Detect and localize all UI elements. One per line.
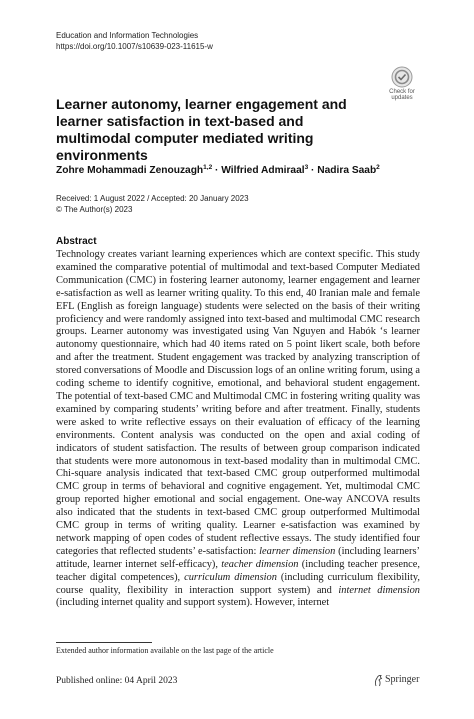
published-date: Published online: 04 April 2023	[56, 676, 178, 686]
author-affiliation-marker[interactable]: 3	[304, 164, 309, 171]
journal-name: Education and Information Technologies	[56, 31, 199, 40]
abstract-italic-term: internet dimension	[338, 584, 420, 596]
abstract-body	[56, 249, 420, 610]
journal-header	[56, 30, 213, 52]
springer-horse-icon	[373, 674, 383, 687]
check-updates-line1: Check for	[389, 89, 415, 95]
received-accepted-dates: Received: 1 August 2022 / Accepted: 20 January 2023	[56, 194, 249, 203]
footnote-divider	[56, 642, 152, 643]
doi-link[interactable]: https://doi.org/10.1007/s10639-023-11615-w	[56, 42, 213, 51]
publisher-name: Springer	[385, 674, 420, 685]
author-list	[56, 164, 436, 177]
author-separator: ·	[308, 165, 318, 176]
check-for-updates-icon	[391, 66, 413, 88]
check-updates-line2: updates	[391, 95, 413, 101]
abstract-text: (including internet quality and support system). However, internet	[56, 597, 330, 609]
abstract-text: (including learners’ attitude, learner internet self-efficacy),	[56, 545, 420, 570]
abstract-heading: Abstract	[56, 236, 97, 247]
abstract-text: (including teacher presence, teacher digital competences),	[56, 558, 420, 583]
author-affiliation-marker[interactable]: 1,2	[203, 164, 213, 171]
abstract-text: Technology creates variant learning experiences which are context specific. This study examined the comparative potential of multimodal and text-based Computer Mediated Communication (CMC) in fostering learner autonomy, learner engagement and learner e-satisfaction as well as learner writing quality. To this end, 40 Iranian male and female EFL (English as foreign language) students were selected on the basis of their writing proficiency and were randomly assigned into text-based and multimodal CMC research groups. Learner autonomy was investigated using Van Nguyen and Habók ‘s learner autonomy questionnaire, which had 40 items rated on 5 point likert scale, both before and after the treatment. Student engagement was tracked by analyzing transcription of stored conversations of Moodle and Discussion logs of an online writing forum, using a coding scheme to identify cognitive, emotional, and behavioral student engagement. The potential of text-based CMC and Multimodal CMC in fostering writing quality was examined by comparing students’ writing before and after treatment. Finally, students were asked to write reflective essays on their evaluation of efficacy of the learning environments. Content analysis was conducted on the open and axial coding of indicators of student satisfaction. The results of between group comparison indicated that students were more autonomous in text-based modality than in multimodal CMC. Chi-square analysis indicated that text-based CMC group outperformed multimodal CMC group in terms of behavioral and cognitive engagement. Yet, multimodal CMC group reported higher emotional and social engagement. One-way ANCOVA results also indicated that the students in text-based CMC group outperformed Multimodal CMC group in terms of writing quality. Learner e-satisfaction was examined by network mapping of open codes of student reflective essays. The study identified four categories that reflected students’ e-satisfaction:	[56, 249, 420, 557]
author-name: Zohre Mohammadi Zenouzagh	[56, 165, 204, 176]
abstract-text: (including curriculum flexibility, course quality, flexibility in interaction support system) and	[56, 571, 420, 596]
author-info-footnote: Extended author information available on the last page of the article	[56, 646, 274, 655]
abstract-italic-term: learner dimension	[259, 545, 336, 557]
abstract-italic-term: teacher dimension	[221, 558, 299, 570]
article-title: Learner autonomy, learner engagement and learner satisfaction in text-based and multimodal computer mediated writing environments	[56, 96, 347, 163]
copyright-notice: © The Author(s) 2023	[56, 205, 133, 214]
author-name: Nadira Saab	[317, 165, 377, 176]
author-name: Wilfried Admiraal	[221, 165, 305, 176]
author-separator: ·	[212, 165, 222, 176]
article-dates	[56, 193, 249, 215]
abstract-italic-term: curriculum dimension	[184, 571, 277, 583]
check-for-updates-badge[interactable]	[385, 66, 419, 102]
publisher-mark	[373, 673, 419, 687]
author-affiliation-marker[interactable]: 2	[376, 164, 380, 171]
